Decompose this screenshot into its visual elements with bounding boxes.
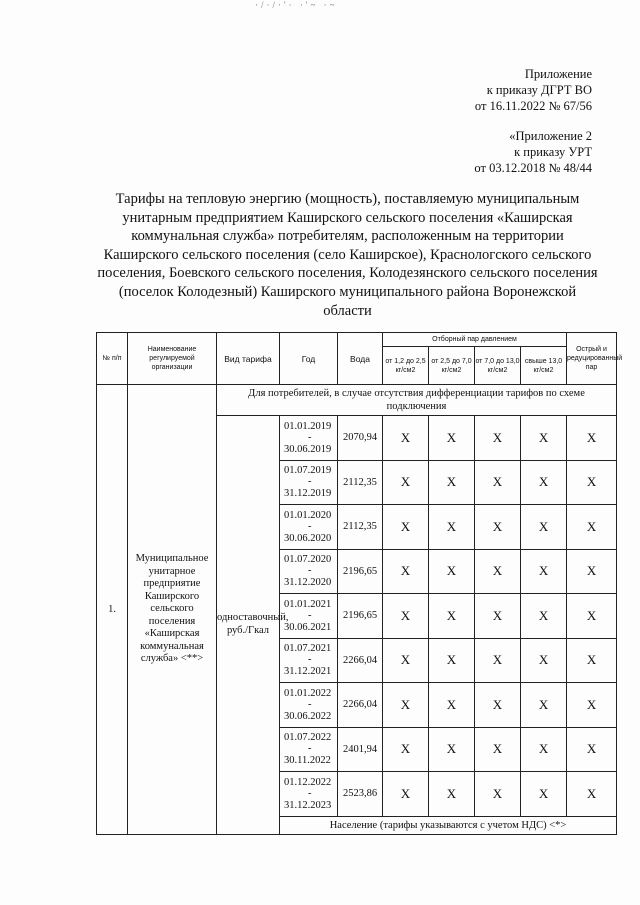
not-applicable-mark: X xyxy=(521,638,567,683)
not-applicable-mark: X xyxy=(567,505,617,550)
water-tariff-value: 2401,94 xyxy=(338,727,383,772)
header-tariff-type: Вид тарифа xyxy=(217,333,280,385)
water-tariff-value: 2266,04 xyxy=(338,683,383,728)
header-steam-pressure: Отборный пар давлением xyxy=(383,333,567,347)
tariff-type-cell: одноставочный, руб./Гкал xyxy=(217,416,280,835)
section-population: Население (тарифы указываются с учетом НДС) <*> xyxy=(280,816,617,834)
period-dash: - xyxy=(308,698,312,710)
not-applicable-mark: X xyxy=(475,638,521,683)
not-applicable-mark: X xyxy=(521,594,567,639)
not-applicable-mark: X xyxy=(383,772,429,817)
not-applicable-mark: X xyxy=(383,549,429,594)
not-applicable-mark: X xyxy=(521,460,567,505)
period-end: 30.06.2019 xyxy=(284,443,332,455)
appendix-order: к приказу ДГРТ ВО xyxy=(486,83,592,97)
not-applicable-mark: X xyxy=(429,594,475,639)
period-dash: - xyxy=(308,743,312,755)
not-applicable-mark: X xyxy=(383,638,429,683)
not-applicable-mark: X xyxy=(383,505,429,550)
not-applicable-mark: X xyxy=(475,505,521,550)
period-start: 01.01.2022 xyxy=(284,687,332,699)
not-applicable-mark: X xyxy=(475,416,521,461)
period-dash: - xyxy=(308,565,312,577)
section-consumers: Для потребителей, в случае отсутствия дифференциации тарифов по схеме подключения xyxy=(217,385,617,416)
not-applicable-mark: X xyxy=(567,727,617,772)
not-applicable-mark: X xyxy=(383,460,429,505)
period-end: 30.06.2022 xyxy=(284,710,332,722)
appendix-label: Приложение xyxy=(524,67,592,81)
not-applicable-mark: X xyxy=(429,638,475,683)
period-dash: - xyxy=(308,431,312,443)
period-cell xyxy=(280,460,338,505)
not-applicable-mark: X xyxy=(475,460,521,505)
not-applicable-mark: X xyxy=(567,416,617,461)
period-start: 01.12.2022 xyxy=(284,776,332,788)
period-cell xyxy=(280,638,338,683)
not-applicable-mark: X xyxy=(429,727,475,772)
not-applicable-mark: X xyxy=(521,505,567,550)
document-title: Тарифы на тепловую энергию (мощность), поставляемую муниципальным унитарным предприятием Каширского сельского поселения «Каширская коммунальная служба» потребителям, расположенным на территории Каширского сельского поселения (село Каширское), Краснологского сельского поселения, Боевского сельского поселения, Колодезянского сельского поселения (поселок Колодезный) Каширского муниципального района Воронежской области xyxy=(97,191,598,319)
not-applicable-mark: X xyxy=(429,505,475,550)
period-cell xyxy=(280,416,338,461)
water-tariff-value: 2196,65 xyxy=(338,594,383,639)
appendix-order-date: от 16.11.2022 № 67/56 xyxy=(474,99,592,113)
not-applicable-mark: X xyxy=(567,460,617,505)
period-end: 31.12.2020 xyxy=(284,577,332,589)
header-pressure-13-plus: свыше 13,0 кг/см2 xyxy=(521,347,567,385)
not-applicable-mark: X xyxy=(475,683,521,728)
period-cell xyxy=(280,505,338,550)
period-cell xyxy=(280,772,338,817)
period-end: 31.12.2021 xyxy=(284,666,332,678)
not-applicable-mark: X xyxy=(567,772,617,817)
period-dash: - xyxy=(308,520,312,532)
appendix-reference-ddgrt xyxy=(475,66,592,114)
water-tariff-value: 2070,94 xyxy=(338,416,383,461)
header-year: Год xyxy=(280,333,338,385)
period-dash: - xyxy=(308,787,312,799)
period-end: 31.12.2019 xyxy=(284,488,332,500)
period-start: 01.01.2019 xyxy=(284,420,332,432)
not-applicable-mark: X xyxy=(567,638,617,683)
not-applicable-mark: X xyxy=(567,549,617,594)
header-number: № п/п xyxy=(97,333,128,385)
water-tariff-value: 2266,04 xyxy=(338,638,383,683)
header-water: Вода xyxy=(338,333,383,385)
appendix-order-date: от 03.12.2018 № 48/44 xyxy=(474,161,592,175)
period-dash: - xyxy=(308,476,312,488)
water-tariff-value: 2196,65 xyxy=(338,549,383,594)
not-applicable-mark: X xyxy=(383,594,429,639)
period-start: 01.01.2020 xyxy=(284,509,332,521)
not-applicable-mark: X xyxy=(429,460,475,505)
water-tariff-value: 2112,35 xyxy=(338,505,383,550)
period-cell xyxy=(280,727,338,772)
not-applicable-mark: X xyxy=(567,594,617,639)
period-end: 30.11.2022 xyxy=(284,755,331,767)
header-organization: Наименование регулируемой организации xyxy=(128,333,217,385)
not-applicable-mark: X xyxy=(429,772,475,817)
period-start: 01.07.2021 xyxy=(284,643,332,655)
period-end: 30.06.2021 xyxy=(284,621,332,633)
not-applicable-mark: X xyxy=(475,594,521,639)
period-dash: - xyxy=(308,654,312,666)
organization-cell: Муниципальное унитарное предприятие Каширского сельского поселения «Каширская коммунальная служба» <**> xyxy=(128,385,217,835)
not-applicable-mark: X xyxy=(383,683,429,728)
header-pressure-7-13: от 7,0 до 13,0 кг/см2 xyxy=(475,347,521,385)
period-cell xyxy=(280,683,338,728)
not-applicable-mark: X xyxy=(429,683,475,728)
header-pressure-2-5-7: от 2,5 до 7,0 кг/см2 xyxy=(429,347,475,385)
not-applicable-mark: X xyxy=(429,549,475,594)
water-tariff-value: 2112,35 xyxy=(338,460,383,505)
not-applicable-mark: X xyxy=(521,549,567,594)
tariff-table xyxy=(96,332,623,835)
water-tariff-value: 2523,86 xyxy=(338,772,383,817)
not-applicable-mark: X xyxy=(521,727,567,772)
period-start: 01.07.2022 xyxy=(284,732,332,744)
not-applicable-mark: X xyxy=(383,727,429,772)
not-applicable-mark: X xyxy=(567,683,617,728)
not-applicable-mark: X xyxy=(475,549,521,594)
appendix-label: «Приложение 2 xyxy=(509,129,592,143)
period-dash: - xyxy=(308,609,312,621)
not-applicable-mark: X xyxy=(383,416,429,461)
appendix-order: к приказу УРТ xyxy=(514,145,592,159)
period-start: 01.07.2019 xyxy=(284,465,332,477)
period-start: 01.07.2020 xyxy=(284,554,332,566)
header-pressure-1-2-5: от 1,2 до 2,5 кг/см2 xyxy=(383,347,429,385)
not-applicable-mark: X xyxy=(429,416,475,461)
not-applicable-mark: X xyxy=(521,416,567,461)
row-number-cell: 1. xyxy=(97,385,128,835)
not-applicable-mark: X xyxy=(475,772,521,817)
not-applicable-mark: X xyxy=(521,772,567,817)
not-applicable-mark: X xyxy=(521,683,567,728)
not-applicable-mark: X xyxy=(475,727,521,772)
header-sharp-steam: Острый и редуцированный пар xyxy=(567,333,617,385)
scan-marks: ·/·/·'· ·'~ ·~ xyxy=(255,0,338,10)
period-start: 01.01.2021 xyxy=(284,598,332,610)
period-end: 30.06.2020 xyxy=(284,532,332,544)
period-cell xyxy=(280,549,338,594)
appendix-reference-urt xyxy=(474,128,592,176)
period-end: 31.12.2023 xyxy=(284,799,332,811)
